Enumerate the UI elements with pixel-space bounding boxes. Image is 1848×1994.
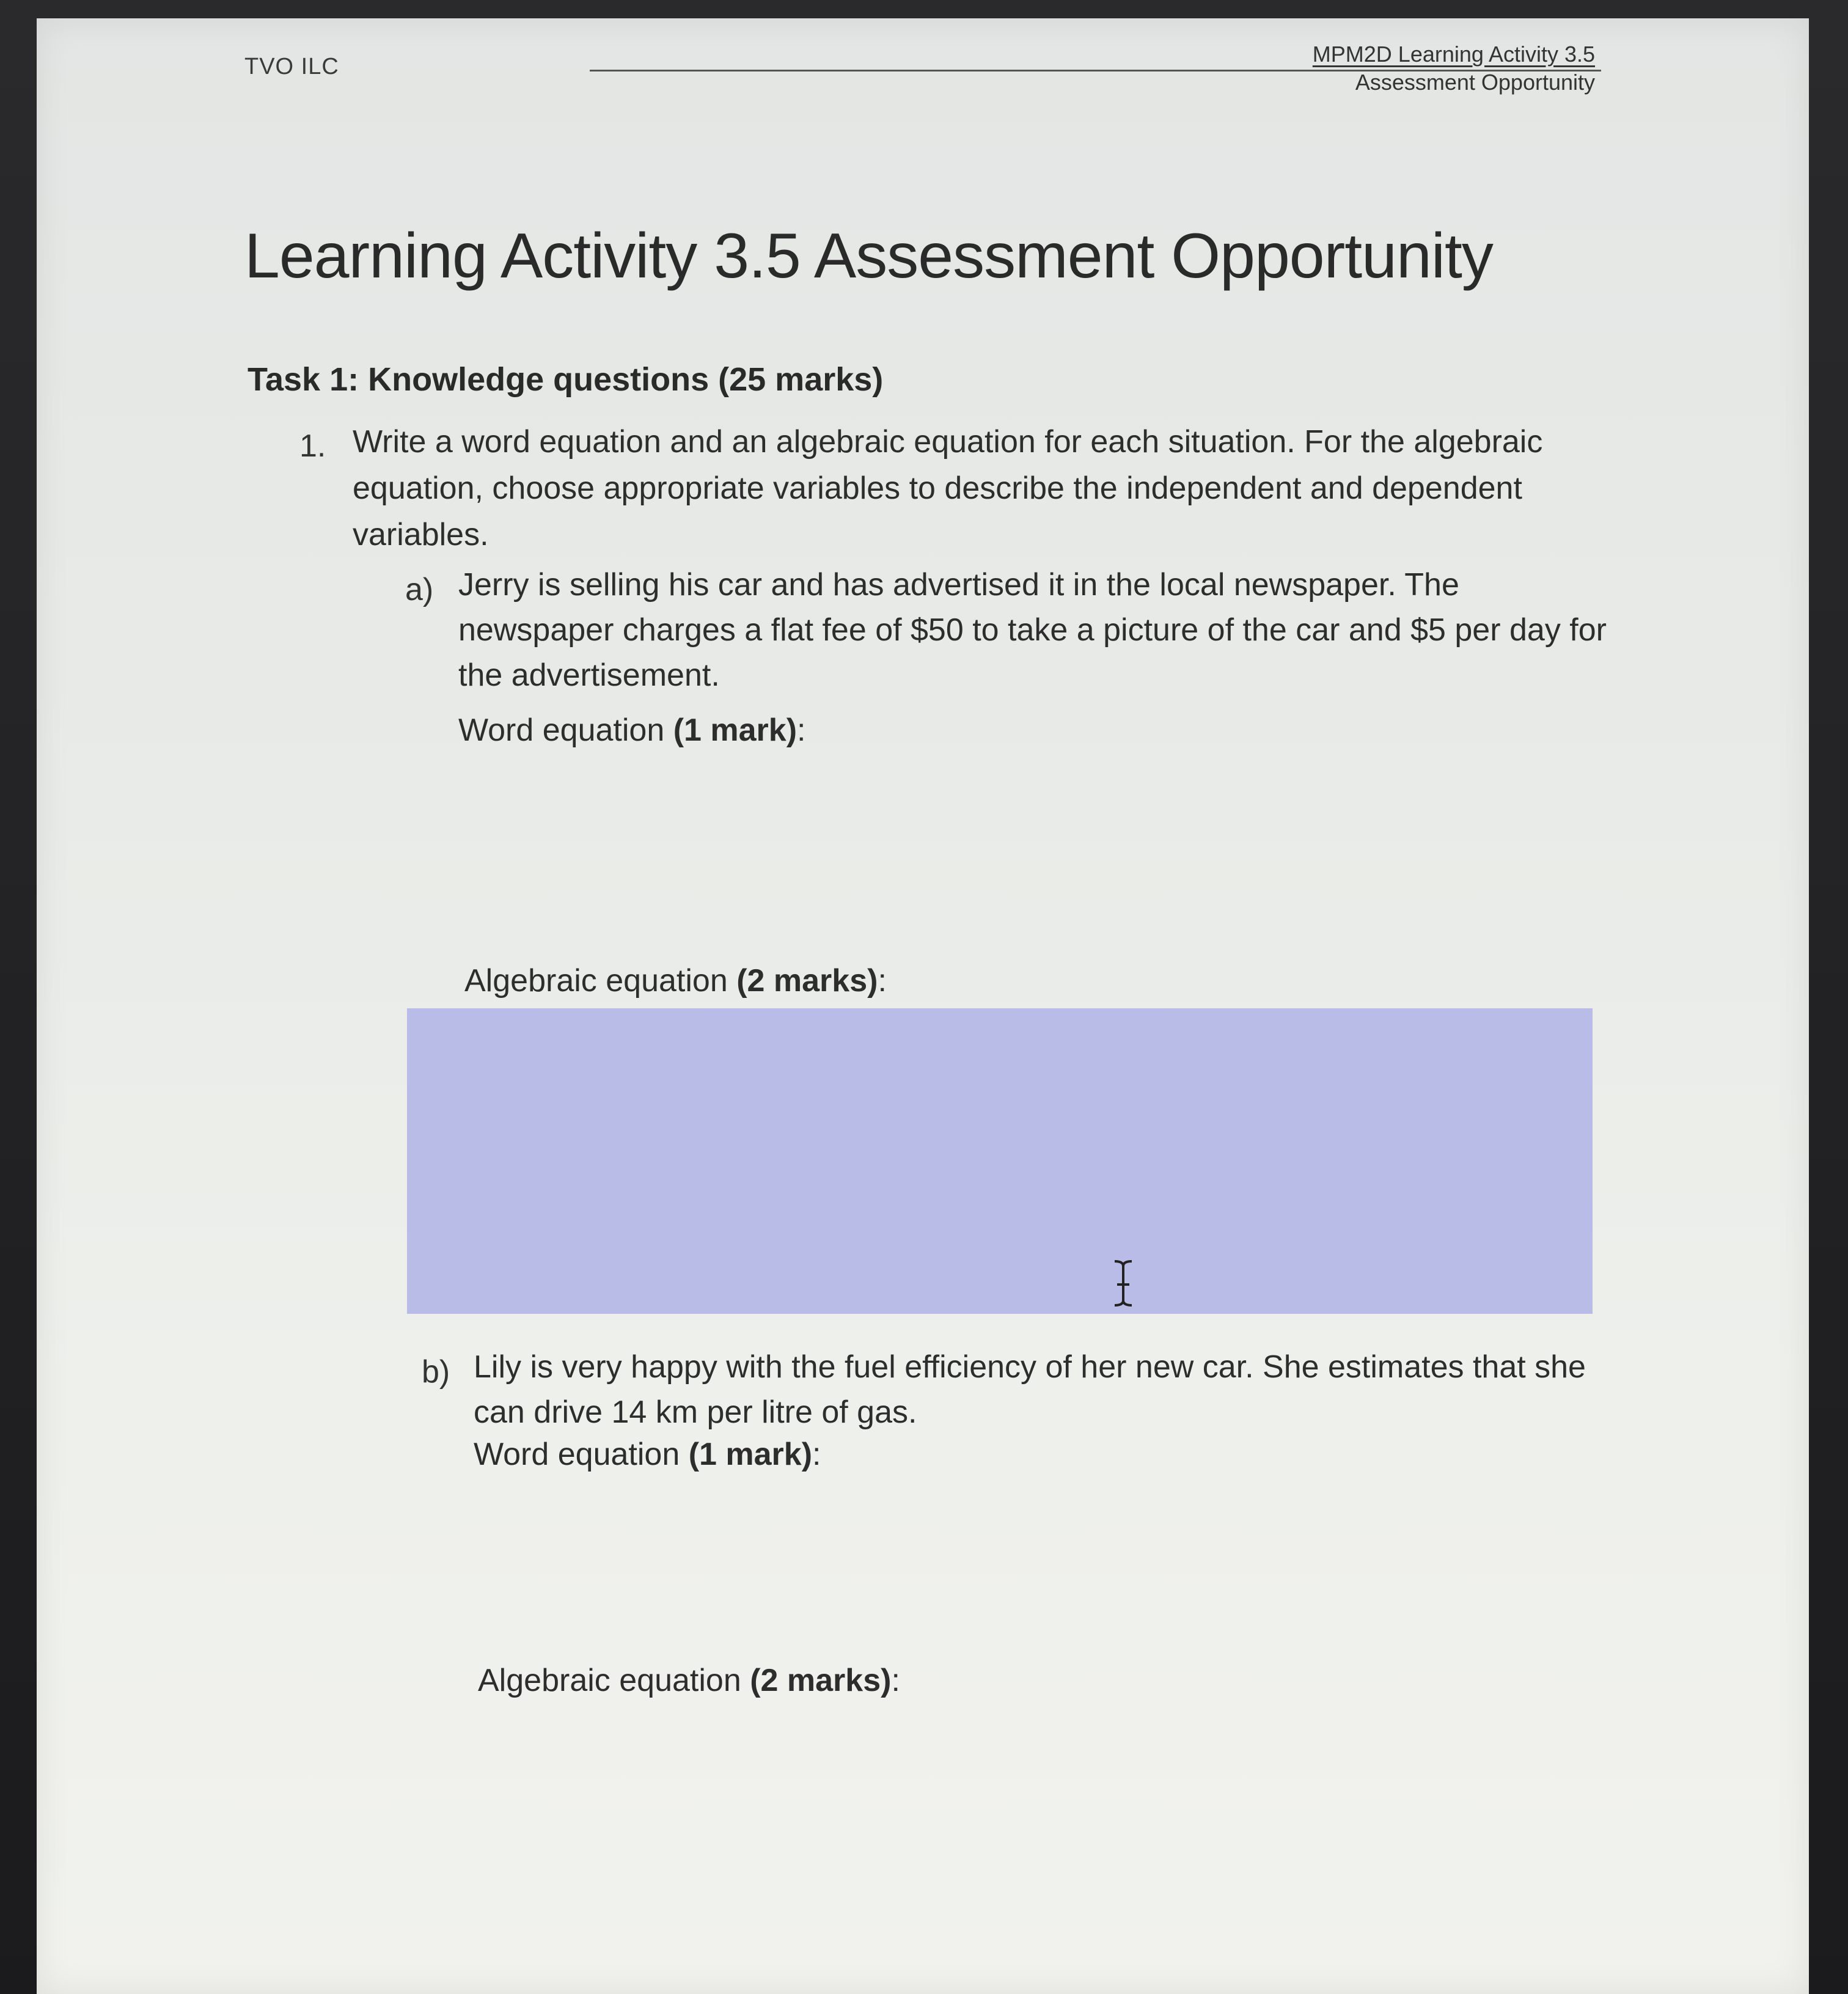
- header-course-title: MPM2D Learning Activity 3.5: [1312, 42, 1595, 67]
- header-course-subtitle: Assessment Opportunity: [1355, 70, 1595, 95]
- part-a-label: a): [405, 572, 434, 607]
- question-number: 1.: [299, 428, 326, 464]
- page-title: Learning Activity 3.5 Assessment Opportunity: [244, 221, 1493, 291]
- part-a-word-equation-label: Word equation (1 mark):: [458, 713, 806, 748]
- part-a-text: Jerry is selling his car and has advertised it in the local newspaper. The newspaper charges a flat fee of $50 to take a picture of the car and $5 per day for the advertisement.: [458, 567, 1607, 693]
- part-b-text: Lily is very happy with the fuel efficiency of her new car. She estimates that she can drive 14 km per litre of gas.: [474, 1349, 1586, 1430]
- header-org: TVO ILC: [244, 54, 339, 79]
- part-b-label: b): [422, 1354, 450, 1390]
- header-course: [1313, 40, 1595, 97]
- part-a-algebraic-answer-field[interactable]: [407, 1008, 1593, 1314]
- part-b-algebraic-equation-label: Algebraic equation (2 marks):: [478, 1663, 900, 1698]
- part-a-algebraic-equation-label: Algebraic equation (2 marks):: [464, 963, 887, 999]
- part-b-word-equation-label: Word equation (1 mark):: [474, 1437, 821, 1472]
- question-text: Write a word equation and an algebraic equation for each situation. For the algebraic equation, choose appropriate variables to describe the independent and dependent variables.: [353, 424, 1543, 552]
- document-page: [37, 18, 1809, 1994]
- task-heading: Task 1: Knowledge questions (25 marks): [248, 361, 884, 398]
- text-cursor-icon: [1111, 1259, 1135, 1308]
